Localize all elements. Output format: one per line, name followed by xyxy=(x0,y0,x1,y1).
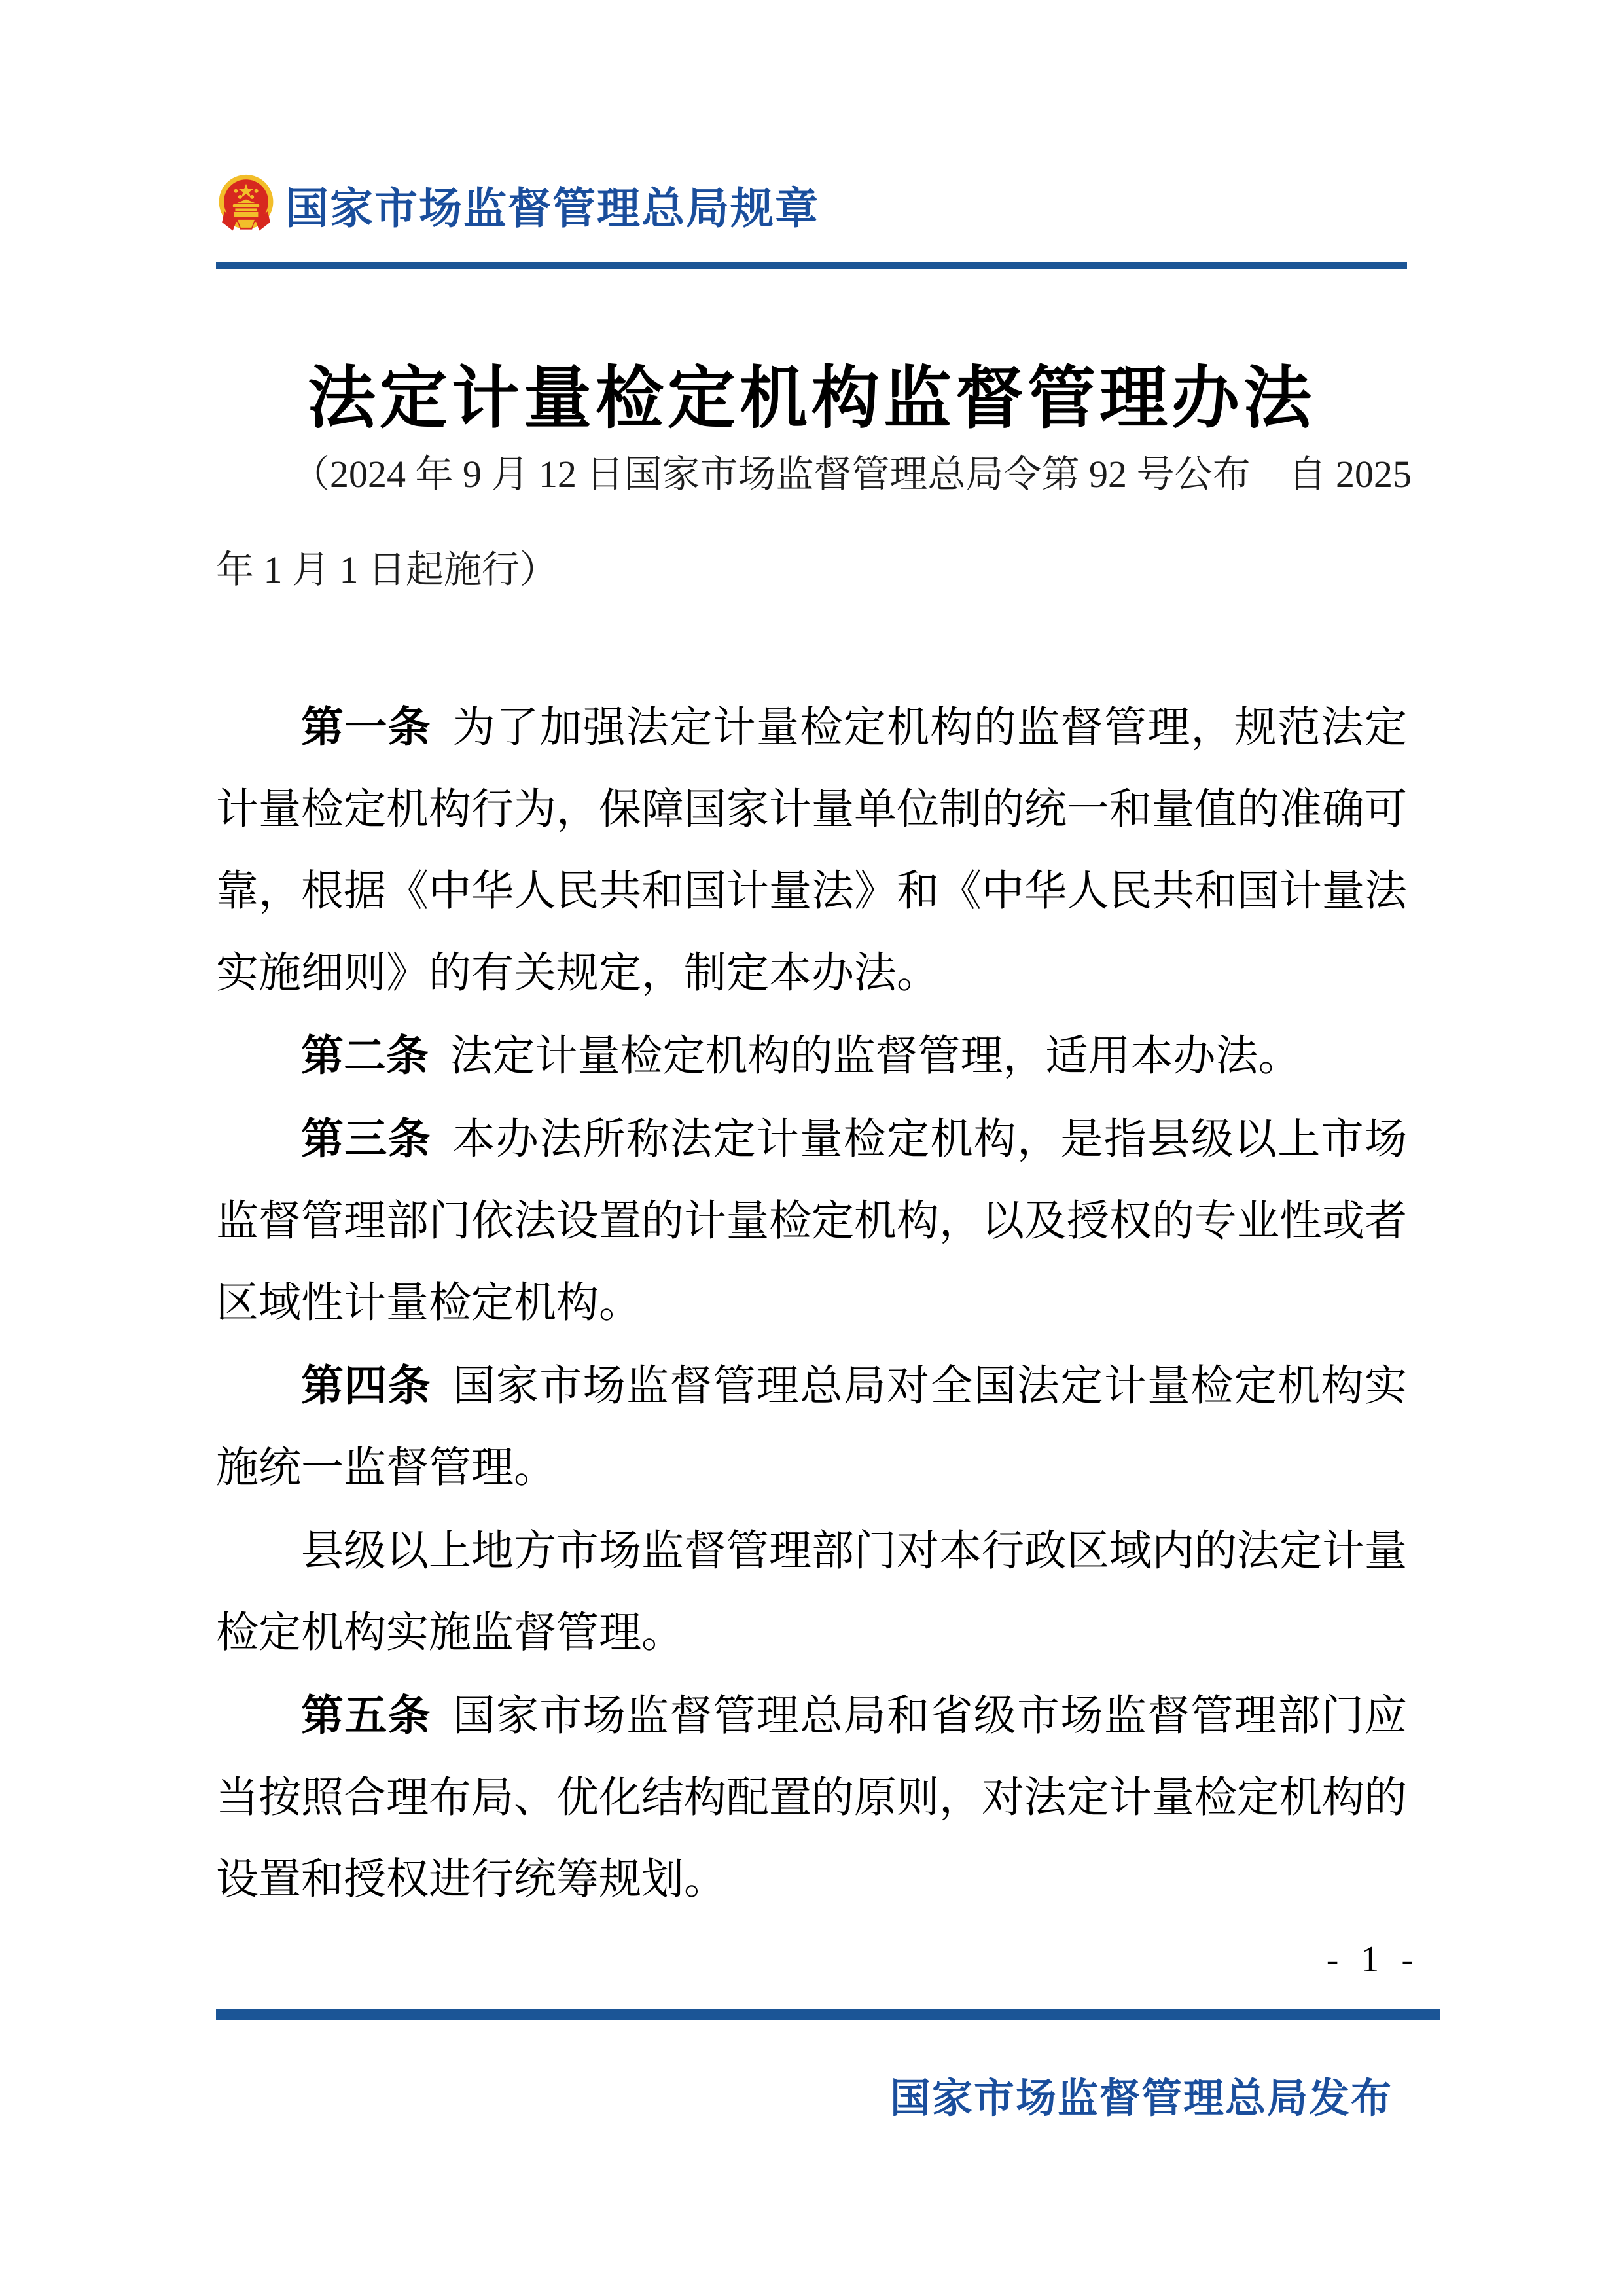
document-body xyxy=(216,686,1407,1921)
article-3-text: 本办法所称法定计量检定机构，是指县级以上市场监督管理部门依法设置的计量检定机构，以及授权的专业性或者区域性计量检定机构。 xyxy=(216,1116,1408,1327)
article-paragraph xyxy=(216,1509,1407,1674)
document-category-label: 国家市场监督管理总局规章 xyxy=(285,185,819,233)
article-paragraph xyxy=(216,1344,1407,1509)
article-1-text: 为了加强法定计量检定机构的监督管理，规范法定计量检定机构行为，保障国家计量单位制的统一和量值的准确可靠，根据《中华人民共和国计量法》和《中华人民共和国计量法实施细则》的有关规定，制定本办法。 xyxy=(216,704,1408,997)
article-paragraph xyxy=(216,1674,1407,1921)
article-paragraph xyxy=(216,1014,1407,1098)
footer-divider xyxy=(216,2009,1440,2020)
article-4-continuation-text: 县级以上地方市场监督管理部门对本行政区域内的法定计量检定机构实施监督管理。 xyxy=(216,1528,1408,1657)
article-4-text: 国家市场监督管理总局对全国法定计量检定机构实施统一监督管理。 xyxy=(216,1363,1407,1492)
article-paragraph xyxy=(216,1098,1407,1344)
article-1-label: 第一条 xyxy=(301,703,432,751)
header-divider xyxy=(216,262,1407,269)
publication-info xyxy=(216,427,1412,618)
article-paragraph xyxy=(216,686,1407,1014)
publication-info-line-2: 年 1 月 1 日起施行） xyxy=(216,548,558,591)
article-3-label: 第三条 xyxy=(301,1115,432,1162)
article-5-label: 第五条 xyxy=(301,1691,432,1739)
page-number: - 1 - xyxy=(1326,1939,1420,1980)
document-title: 法定计量检定机构监督管理办法 xyxy=(307,361,1315,437)
article-2-label: 第二条 xyxy=(301,1031,429,1079)
publisher-label: 国家市场监督管理总局发布 xyxy=(889,2077,1393,2121)
article-5-text: 国家市场监督管理总局和省级市场监督管理部门应当按照合理布局、优化结构配置的原则，对法定计量检定机构的设置和授权进行统筹规划。 xyxy=(216,1693,1408,1903)
article-2-text: 法定计量检定机构的监督管理，适用本办法。 xyxy=(450,1033,1301,1080)
document-header xyxy=(216,173,819,236)
publication-info-line-1: （2024 年 9 月 12 日国家市场监督管理总局令第 92 号公布 自 2025 xyxy=(292,453,1412,495)
national-emblem-icon xyxy=(216,174,276,234)
article-4-label: 第四条 xyxy=(301,1361,432,1409)
